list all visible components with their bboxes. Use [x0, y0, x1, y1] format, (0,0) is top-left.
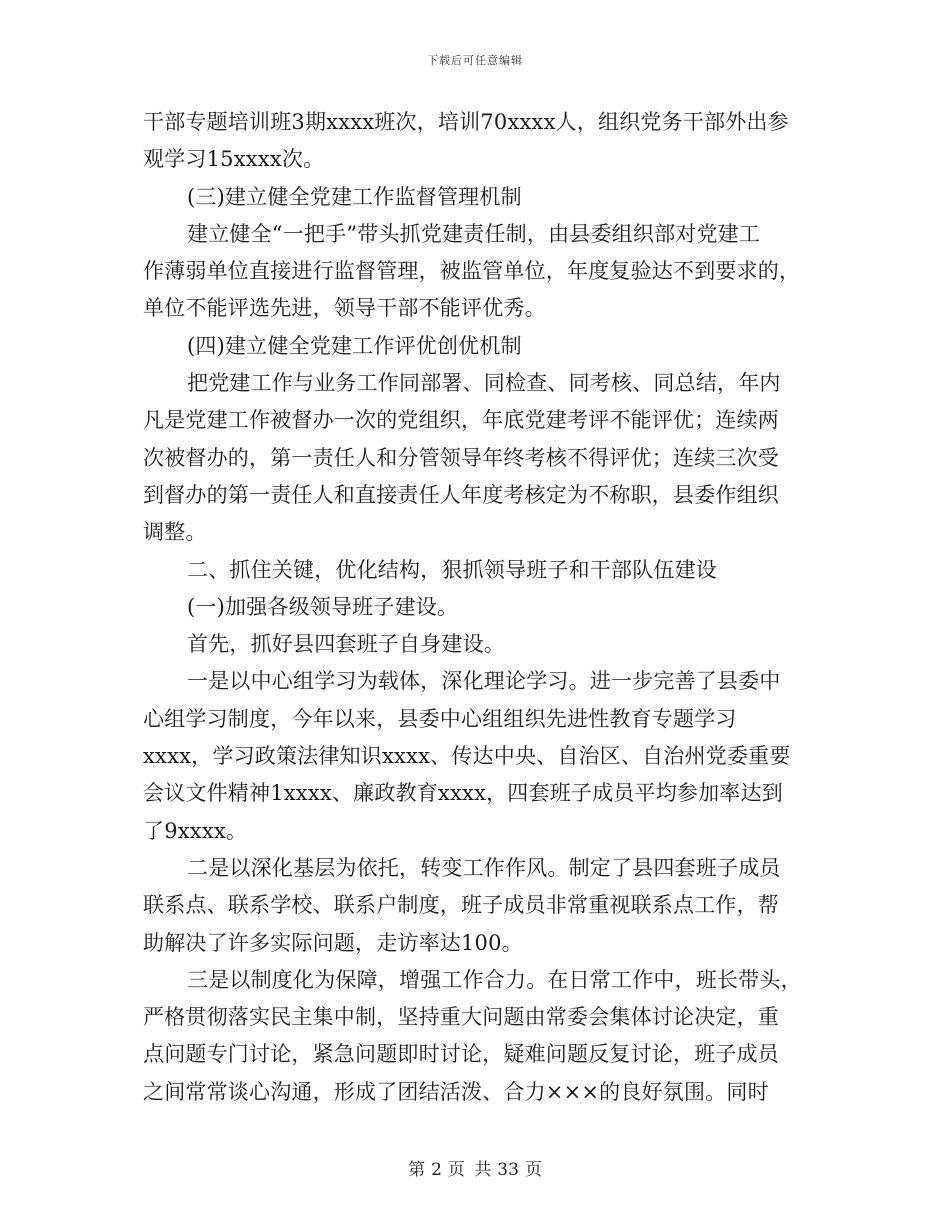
- text-line: 干部专题培训班3期xxxx班次，培训70xxxx人，组织党务干部外出参: [143, 110, 789, 134]
- text-line: 凡是党建工作被督办一次的党组织，年底党建考评不能评优；连续两: [143, 408, 779, 433]
- text-line: 助解决了许多实际问题，走访率达100。: [143, 930, 523, 955]
- page-header: 下载后可任意编辑: [427, 54, 523, 67]
- text-line: 把党建工作与业务工作同部署、同检查、同考核、同总结，年内: [187, 371, 781, 396]
- text-line: 调整。: [143, 520, 207, 545]
- text-line: 二是以深化基层为依托，转变工作作风。制定了县四套班子成员: [187, 855, 781, 880]
- text-line: 次被督办的，第一责任人和分管领导年终考核不得评优；连续三次受: [143, 445, 779, 470]
- text-line: 严格贯彻落实民主集中制，坚持重大问题由常委会集体讨论决定，重: [143, 1005, 779, 1030]
- text-line: 观学习15xxxx次。: [143, 147, 325, 172]
- text-line: 点问题专门讨论，紧急问题即时讨论，疑难问题反复讨论，班子成员: [143, 1042, 779, 1067]
- text-line: (四)建立健全党建工作评优创优机制: [187, 333, 522, 358]
- total-pages-number: 33: [497, 1160, 519, 1180]
- footer-middle: 页 共: [447, 1160, 492, 1180]
- text-line: 之间常常谈心沟通，形成了团结活泼、合力×××的良好氛围。同时: [143, 1079, 769, 1104]
- text-line: 作薄弱单位直接进行监督管理，被监管单位，年度复验达不到要求的，: [143, 259, 801, 284]
- text-line: 会议文件精神1xxxx、廉政教育xxxx，四套班子成员平均参加率达到: [143, 781, 783, 806]
- text-line: 三是以制度化为保障，增强工作合力。在日常工作中，班长带头，: [187, 967, 802, 992]
- footer-suffix: 页: [524, 1160, 542, 1180]
- text-line: 一是以中心组学习为载体，深化理论学习。进一步完善了县委中: [187, 669, 781, 694]
- text-line: (三)建立健全党建工作监督管理机制: [187, 184, 522, 209]
- text-line: (一)加强各级领导班子建设。: [187, 594, 459, 619]
- text-line: 建立健全“一把手”带头抓党建责任制，由县委组织部对党建工: [187, 221, 761, 246]
- text-line: 到督办的第一责任人和直接责任人年度考核定为不称职，县委作组织: [143, 482, 779, 507]
- text-line: 联系点、联系学校、联系户制度，班子成员非常重视联系点工作，帮: [143, 893, 779, 918]
- text-line: 单位不能评选先进，领导干部不能评优秀。: [143, 296, 546, 321]
- current-page-number: 2: [431, 1160, 442, 1180]
- text-line: xxxx，学习政策法律知识xxxx、传达中央、自治区、自治州党委重要: [143, 744, 791, 769]
- footer-prefix: 第: [408, 1160, 426, 1180]
- page-footer: [0, 1155, 950, 1180]
- text-line: 心组学习制度，今年以来，县委中心组组织先进性教育专题学习: [143, 706, 737, 731]
- text-line: 二、抓住关键，优化结构，狠抓领导班子和干部队伍建设: [187, 557, 717, 582]
- text-line: 首先，抓好县四套班子自身建设。: [187, 632, 505, 657]
- document-body: [143, 104, 815, 1111]
- text-line: 了9xxxx。: [143, 818, 248, 843]
